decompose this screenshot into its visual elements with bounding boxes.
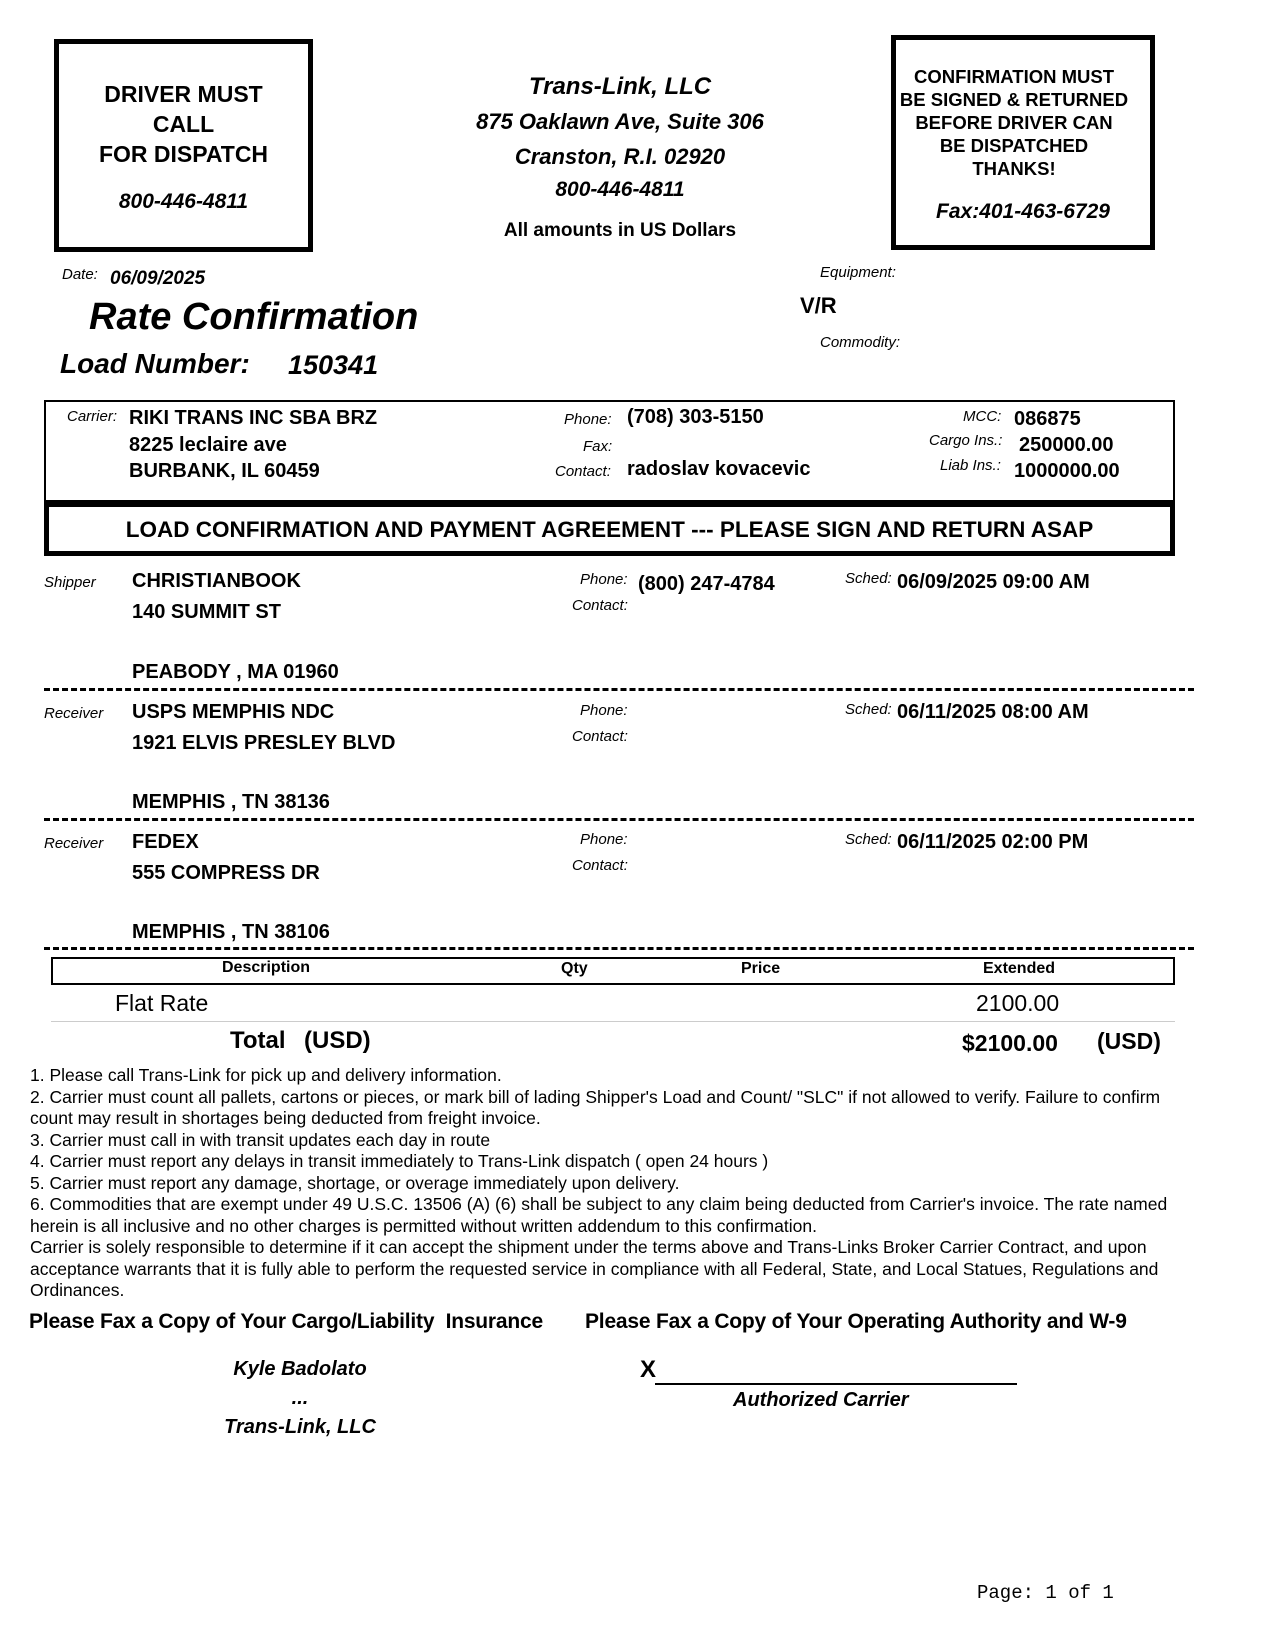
- mcc-label: MCC:: [963, 408, 1002, 425]
- stop-name: FEDEX: [132, 831, 199, 853]
- confirm-box-line3: BEFORE DRIVER CAN: [915, 112, 1113, 133]
- stop-address1: 1921 ELVIS PRESLEY BLVD: [132, 732, 396, 754]
- stop-phone-label: Phone:: [580, 571, 628, 588]
- term-item: 1. Please call Trans-Link for pick up and delivery information.: [30, 1065, 502, 1085]
- stop-divider: [44, 688, 1194, 691]
- stop-divider: [44, 947, 1194, 950]
- currency-note: All amounts in US Dollars: [503, 220, 737, 241]
- stop-name: USPS MEMPHIS NDC: [132, 701, 335, 723]
- broker-signature: [180, 1355, 420, 1442]
- charge-description: Flat Rate: [115, 990, 209, 1016]
- term-item: Carrier is solely responsible to determine if it can accept the shipment under the terms above and Trans-Links Broker Carrier Contract, and upon acceptance warrants that it is fully able to perform the requested service in compliance with all Federal, State, and Local Statues, Regulations and Ordinances.: [30, 1237, 1159, 1300]
- header-qty: Qty: [561, 960, 588, 977]
- carrier-contact: radoslav kovacevic: [627, 458, 811, 480]
- header-extended: Extended: [983, 960, 1056, 977]
- stop-sched: 06/11/2025 02:00 PM: [897, 831, 1089, 853]
- header-price: Price: [741, 960, 781, 977]
- driver-call-box: [54, 39, 313, 252]
- agreement-banner-text: LOAD CONFIRMATION AND PAYMENT AGREEMENT --- PLEASE SIGN AND RETURN ASAP: [125, 517, 1094, 542]
- page-number: Page: 1 of 1: [977, 1582, 1114, 1604]
- date-value: 06/09/2025: [110, 268, 206, 289]
- company-phone: 800-446-4811: [555, 178, 685, 201]
- total-amount: $2100.00: [962, 1030, 1058, 1056]
- mcc-value: 086875: [1014, 408, 1081, 430]
- carrier-address1: 8225 leclaire ave: [129, 434, 287, 456]
- driver-box-line1: DRIVER MUST: [104, 81, 263, 107]
- driver-box-line2: CALL: [152, 111, 215, 137]
- stop-sched-label: Sched:: [845, 570, 892, 587]
- term-item: 5. Carrier must report any damage, shortage, or overage immediately upon delivery.: [30, 1172, 680, 1193]
- stop-phone-label: Phone:: [580, 702, 628, 719]
- agreement-banner: [44, 502, 1175, 556]
- term-item: 6. Commodities that are exempt under 49 U.S.C. 13506 (A) (6) shall be subject to any claim being deducted from Carrier's invoice. The rate named herein is all inclusive and no other charges is permitted without written addendum to this confirmation.: [30, 1194, 1168, 1236]
- term-item: 3. Carrier must call in with transit updates each day in route: [30, 1129, 491, 1150]
- liab-ins-label: Liab Ins.:: [940, 457, 1001, 474]
- stop-address1: 555 COMPRESS DR: [132, 862, 320, 884]
- signature-x-mark: X: [640, 1356, 657, 1383]
- stop-divider: [44, 818, 1194, 821]
- fax-note-authority: Please Fax a Copy of Your Operating Authority and W-9: [585, 1310, 1127, 1333]
- carrier-phone-label: Phone:: [564, 411, 612, 428]
- confirm-box-line2: BE SIGNED & RETURNED: [899, 89, 1129, 110]
- stop-address1: 140 SUMMIT ST: [132, 601, 281, 623]
- signer-name: Kyle Badolato: [233, 1358, 367, 1380]
- company-address2: Cranston, R.I. 02920: [514, 144, 726, 169]
- carrier-address2: BURBANK, IL 60459: [129, 460, 320, 482]
- load-number-label: Load Number:: [60, 348, 250, 379]
- fax-note-insurance: Please Fax a Copy of Your Cargo/Liability Insurance: [29, 1310, 543, 1333]
- stop-phone: (800) 247-4784: [638, 573, 775, 595]
- equipment-value: V/R: [800, 293, 837, 318]
- stop-type: Receiver: [44, 705, 104, 722]
- stop-address2: MEMPHIS , TN 38106: [132, 921, 330, 943]
- stop-address2: PEABODY , MA 01960: [132, 661, 339, 683]
- confirm-box-line5: THANKS!: [972, 158, 1056, 179]
- authorized-carrier-label: Authorized Carrier: [733, 1389, 909, 1411]
- equipment-label: Equipment:: [820, 264, 896, 281]
- total-label: Total: [230, 1027, 286, 1054]
- commodity-label: Commodity:: [820, 334, 901, 351]
- load-number: 150341: [288, 350, 379, 380]
- driver-box-line3: FOR DISPATCH: [98, 141, 269, 167]
- cargo-ins-label: Cargo Ins.:: [929, 432, 1003, 449]
- term-item: 2. Carrier must count all pallets, cartons or pieces, or mark bill of lading Shipper's Load and Count/ "SLC" if not allowed to verify. Failure to confirm count may result in shortages being deducted from freight invoice.: [30, 1086, 1161, 1128]
- stop-sched-label: Sched:: [845, 831, 892, 848]
- carrier-contact-label: Contact:: [555, 463, 611, 480]
- stop-contact-label: Contact:: [572, 597, 628, 614]
- header-description: Description: [222, 959, 311, 976]
- company-name: Trans-Link, LLC: [528, 73, 712, 100]
- confirmation-box: [891, 35, 1155, 250]
- carrier-label: Carrier:: [67, 408, 118, 425]
- carrier-name: RIKI TRANS INC SBA BRZ: [129, 407, 378, 429]
- confirm-box-line1: CONFIRMATION MUST: [913, 66, 1115, 87]
- stop-contact-label: Contact:: [572, 857, 628, 874]
- stop-type: Shipper: [44, 574, 96, 591]
- total-suffix: (USD): [1097, 1028, 1161, 1054]
- signer-dots: ...: [291, 1387, 309, 1409]
- liab-ins-value: 1000000.00: [1014, 460, 1120, 482]
- signer-company: Trans-Link, LLC: [224, 1416, 376, 1438]
- stop-contact-label: Contact:: [572, 728, 628, 745]
- carrier-fax-label: Fax:: [583, 438, 613, 455]
- company-address1: 875 Oaklawn Ave, Suite 306: [476, 109, 764, 134]
- stop-sched: 06/09/2025 09:00 AM: [897, 571, 1090, 593]
- stop-type: Receiver: [44, 835, 104, 852]
- stop-address2: MEMPHIS , TN 38136: [132, 791, 330, 813]
- stop-sched-label: Sched:: [845, 701, 892, 718]
- stop-name: CHRISTIANBOOK: [132, 570, 301, 592]
- charge-extended: 2100.00: [976, 990, 1060, 1016]
- page-title: Rate Confirmation: [89, 296, 419, 338]
- term-item: 4. Carrier must report any delays in transit immediately to Trans-Link dispatch ( open 24 hours ): [30, 1151, 769, 1171]
- confirm-box-fax: Fax:401-463-6729: [936, 200, 1110, 223]
- terms-list: [30, 1065, 1200, 1302]
- confirm-box-line4: BE DISPATCHED: [939, 135, 1089, 156]
- stop-phone-label: Phone:: [580, 831, 628, 848]
- stop-sched: 06/11/2025 08:00 AM: [897, 701, 1089, 723]
- driver-box-phone: 800-446-4811: [118, 190, 249, 213]
- date-label: Date:: [62, 266, 98, 283]
- cargo-ins-value: 250000.00: [1019, 434, 1114, 456]
- total-currency: (USD): [304, 1027, 371, 1054]
- carrier-phone: (708) 303-5150: [627, 406, 764, 428]
- charge-row-divider: [51, 1021, 1175, 1022]
- carrier-signature-line[interactable]: [655, 1383, 1017, 1385]
